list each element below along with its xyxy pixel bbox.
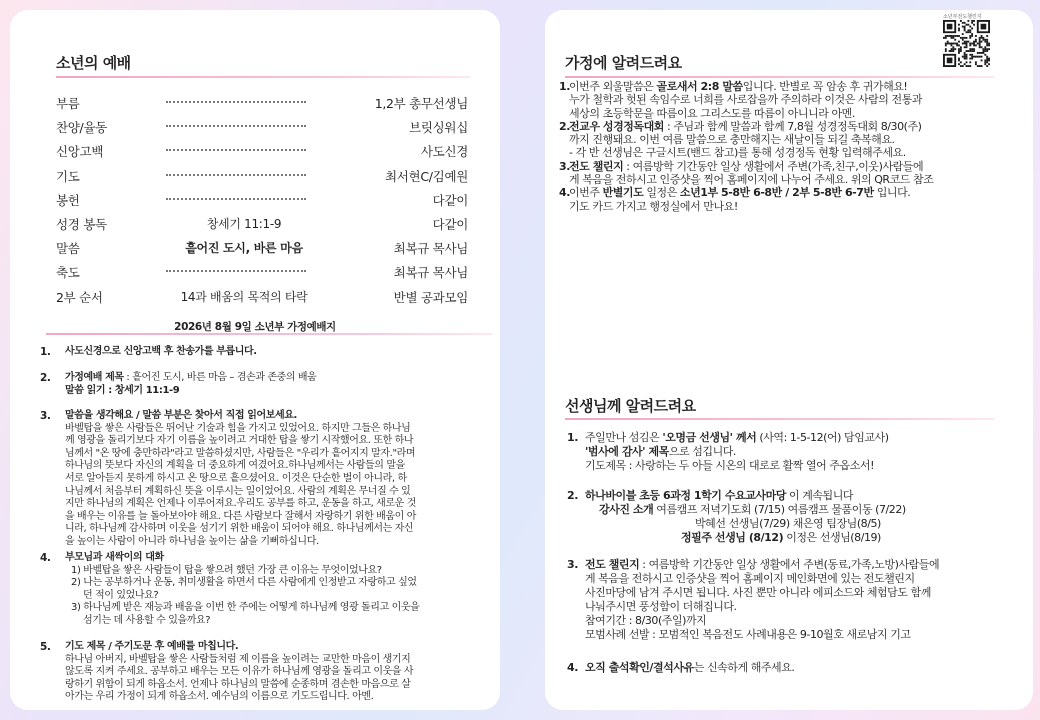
teacher-line — [585, 431, 1017, 445]
teacher-line — [585, 586, 1017, 600]
notice-number: 2. — [559, 119, 570, 133]
home-notice-title: 가정에 알려드려요 — [565, 54, 682, 72]
bulletin-underline — [46, 333, 492, 335]
notice-line: 누가 철학과 헛된 속임수로 너희를 사로잡을까 주의하라 이것은 사람의 전통과 — [569, 93, 923, 107]
notice-line: 까지 진행돼요. 이번 여름 말씀으로 충만해지는 새날이들 되길 축복해요. — [569, 133, 895, 147]
worship-step — [40, 410, 480, 549]
step-line: 던 적이 있었나요? — [83, 589, 159, 601]
step-heading-rest: : 흩어진 도시, 바른 마음 – 겸손과 존중의 배움 — [123, 372, 317, 383]
step-line: 을 높이는 사람이 아니라 하나님을 높이는 삶을 기뻐하십니다. — [65, 535, 319, 547]
order-label: 말씀 — [56, 241, 80, 257]
step-heading — [65, 346, 480, 359]
step-heading — [65, 372, 480, 385]
dotted-leader — [166, 174, 306, 176]
step-heading-bold: 부모님과 새싹이의 대화 — [65, 552, 164, 563]
worship-title: 소년의 예배 — [56, 54, 131, 72]
qr-code-icon[interactable] — [943, 20, 990, 67]
notice-number: 3. — [559, 159, 570, 173]
teacher-text: (사역: 1-5-12(어) 담임교사) — [756, 431, 889, 444]
teacher-line — [585, 600, 1017, 614]
dotted-leader — [166, 270, 306, 272]
order-label: 신앙고백 — [56, 144, 104, 160]
notice-body — [569, 80, 1019, 120]
teacher-text: 여름캠프 저녁기도회 (7/15) 여름캠프 물품이동 (7/22) — [653, 503, 906, 516]
step-heading-bold: 말씀을 생각해요 / 말씀 부분은 찾아서 직접 읽어보세요. — [65, 410, 297, 421]
teacher-number: 3. — [567, 558, 578, 571]
step-line: 아가는 우리 가정이 되게 하옵소서. 예수님의 이름으로 기도드립니다. 아멘. — [65, 691, 374, 703]
order-leader: 다같이 — [432, 192, 468, 208]
teacher-body — [585, 558, 1017, 642]
step-line: 께 영광을 돌리기보다 자기 이름을 높이려고 거대한 탑을 쌓기 시작했어요. 또한 하나 — [65, 435, 414, 447]
teacher-bold: 하나바이블 초등 6과정 1학기 수요교사마당 — [585, 489, 786, 502]
notice-line: 게 복음을 전하시고 인증샷을 찍어 홈페이지에 나누어 주세요. 위의 QR코드 참조 — [569, 173, 934, 187]
step-line: 않도록 지켜 주세요. 공부하고 배우는 모든 이유가 하나님께 영광을 돌리고 이웃을 사 — [65, 666, 414, 678]
right-panel — [545, 10, 1033, 710]
teacher-item — [567, 558, 1017, 642]
order-row — [56, 284, 468, 308]
step-line: 말씀 읽기 : 창세기 11:1-9 — [65, 384, 180, 396]
step-heading-bold: 가정예배 제목 — [65, 372, 124, 383]
home-notice-underline — [565, 76, 995, 78]
step-line: 하나님의 뜻보다 자신의 계획을 더 중요하게 여겼어요.하나님께서는 사람들의 말을 — [65, 460, 405, 472]
order-detail: 14과 배움의 목적의 타락 — [180, 289, 308, 304]
dotted-leader — [166, 198, 306, 200]
teacher-line — [585, 628, 1017, 642]
teacher-line — [585, 445, 1017, 459]
order-row — [56, 138, 468, 162]
teacher-line — [585, 459, 1017, 473]
notice-bold: 전교우 성경정독대회 — [569, 119, 664, 133]
step-number: 3. — [40, 410, 51, 422]
order-label: 기도 — [56, 168, 80, 184]
step-body — [65, 346, 480, 359]
teacher-bold: '오명금 선생님' 께서 — [662, 431, 757, 444]
notice-text: 이번주 외울말씀은 — [569, 80, 657, 93]
step-heading — [65, 552, 480, 565]
step-heading-bold: 사도신경으로 신앙고백 후 찬송가를 부릅니다. — [65, 346, 257, 357]
teacher-text: 기도제목 : 사랑하는 두 아들 시온의 대로로 활짝 열어 주옵소서! — [585, 459, 875, 472]
step-line: 바벨탑을 쌓은 사람들은 뛰어난 기술과 힘을 가지고 있었어요. 하지만 그들은 하나님 — [65, 422, 411, 434]
notice-item — [559, 80, 1019, 120]
notice-bold: 소년1부 5-8반 6-8반 / 2부 5-8반 6-7반 — [679, 186, 874, 200]
step-line: 님께서 "온 땅에 충만하라"라고 말씀하셨지만, 사람들은 "우리가 흩어지지 말자."라며 — [65, 447, 416, 459]
order-row — [56, 211, 468, 235]
left-panel — [10, 10, 500, 710]
notice-text: : 주님과 함께 말씀과 함께 7,8월 성경정독대회 8/30(주) — [663, 119, 922, 133]
dotted-leader — [166, 125, 306, 127]
qr-label: 소년부전도챌린지 — [943, 14, 982, 20]
teacher-text: 이 계속됩니다 — [785, 489, 854, 502]
notice-item — [559, 186, 1019, 213]
teacher-number: 2. — [567, 489, 578, 502]
teacher-text: 나눠주시면 풍성함이 더해집니다. — [585, 600, 737, 613]
order-row — [56, 259, 468, 283]
title-underline — [56, 76, 470, 78]
worship-order — [56, 90, 468, 308]
notice-text: 입니다. — [873, 186, 911, 200]
step-line: 3) 하나님께 받은 재능과 배움을 이번 한 주에는 어떻게 하나님께 영광 돌리고 이웃을 — [71, 602, 420, 614]
notice-body — [569, 186, 1019, 213]
worship-step — [40, 372, 480, 397]
teacher-notice-underline — [565, 418, 995, 420]
notice-number: 1. — [559, 80, 570, 93]
notice-text: 일정은 — [643, 186, 680, 200]
order-leader: 최복규 목사님 — [393, 241, 468, 257]
teacher-number: 4. — [567, 661, 578, 674]
notice-line — [569, 160, 1019, 173]
step-number: 5. — [40, 641, 51, 653]
teacher-number: 1. — [567, 431, 578, 444]
notice-body — [569, 160, 1019, 187]
teacher-notice-title: 선생님께 알려드려요 — [565, 397, 696, 415]
notice-body — [569, 120, 1019, 160]
order-label: 부름 — [56, 96, 80, 111]
step-heading-bold: 기도 제목 / 주기도문 후 예배를 마칩니다. — [65, 641, 239, 652]
notice-text: 입니다. 반별로 꼭 암송 후 귀가해요! — [742, 80, 908, 93]
order-leader: 다같이 — [432, 216, 468, 232]
order-row — [56, 163, 468, 187]
teacher-body — [585, 431, 1017, 473]
step-heading — [65, 641, 480, 654]
teacher-text: : 여름방학 기간동안 일상 생활에서 주변(동료,가족,노방)사람들에 — [639, 558, 940, 571]
order-label: 봉헌 — [56, 192, 80, 208]
notice-bold: 전도 챌린지 — [569, 159, 624, 173]
teacher-text: 참여기간 : 8/30(주일)까지 — [585, 614, 707, 627]
teacher-text: 주일만나 섬김은 — [585, 431, 663, 444]
worship-step — [40, 346, 480, 359]
notice-line — [569, 120, 1019, 133]
step-line: 1) 바벨탑을 쌓은 사람들이 탑을 쌓으려 했던 가장 큰 이유는 무엇이었나요? — [71, 564, 382, 576]
teacher-bold: 강사진 소개 — [599, 503, 654, 516]
step-line: 섬기는 데 사용할 수 있을까요? — [83, 614, 211, 626]
teacher-text: 이정은 선생님(8/19) — [783, 531, 881, 544]
order-row — [56, 114, 468, 138]
notice-line: 세상의 초등학문을 따름이요 그리스도를 따름이 아니니라 아멘. — [569, 106, 855, 120]
notice-item — [559, 160, 1019, 187]
teacher-text: 모범사례 선발 : 모범적인 복음전도 사례내용은 9-10월호 새로남지 기고 — [585, 628, 911, 641]
worship-step — [40, 552, 480, 628]
step-line: 하나님 아버지, 바벨탑을 쌓은 사람들처럼 제 이름을 높이려는 교만한 마음이 생기지 — [65, 653, 411, 665]
teacher-line — [585, 572, 1017, 586]
teacher-body — [585, 661, 1017, 675]
teacher-line — [585, 503, 1017, 517]
notice-line: - 각 반 선생님은 구글시트(밴드 참고)를 통해 성경정독 현황 입력해주세요. — [569, 146, 906, 160]
teacher-bold: 오직 출석확인/결석사유 — [585, 661, 694, 674]
order-detail: 흩어진 도시, 바른 마음 — [185, 241, 303, 256]
dotted-leader — [166, 101, 306, 103]
teacher-item — [567, 489, 1017, 545]
order-leader: 최서현C/김예원 — [385, 168, 468, 184]
teacher-text: 박혜선 선생님(7/29) 채은영 팀장님(8/5) — [695, 517, 881, 530]
order-leader: 1,2부 총무선생님 — [374, 96, 468, 111]
step-line: 지만 하나님의 계획은 언제나 이루어져요.우리도 공부를 하고, 운동을 하고, 새로운 것 — [65, 498, 416, 510]
step-heading — [65, 410, 480, 423]
order-label: 2부 순서 — [56, 289, 103, 305]
step-line: 서로 알아듣지 못하게 하시고 온 땅으로 흩으셨어요. 이것은 단순한 벌이 아니라, 하 — [65, 472, 407, 484]
step-body — [65, 372, 480, 397]
home-notice-items — [559, 80, 1019, 213]
step-body — [65, 641, 480, 704]
step-body — [65, 552, 480, 628]
step-line: 2) 나는 공부하거나 운동, 취미생활을 하면서 다른 사람에게 인정받고 자랑하고 싶었 — [71, 577, 417, 589]
teacher-line — [585, 661, 1017, 675]
notice-line — [569, 186, 1019, 199]
order-label: 축도 — [56, 265, 80, 281]
notice-line — [569, 80, 1019, 93]
order-label: 찬양/율동 — [56, 120, 108, 136]
teacher-line — [585, 531, 1017, 545]
order-label: 성경 봉독 — [56, 216, 107, 232]
step-number: 1. — [40, 346, 51, 358]
teacher-line — [585, 558, 1017, 572]
teacher-line — [585, 517, 1017, 531]
teacher-text: 사진마당에 남겨 주시면 됩니다. 사진 뿐만 아니라 에피소드와 체험담도 함께 — [585, 586, 931, 599]
order-leader: 반별 공과모임 — [393, 289, 468, 305]
step-line: 랑하기 위함이 되게 하옵소서. 언제나 하나님의 말씀에 순종하며 겸손한 마음으로 살 — [65, 678, 411, 690]
dotted-leader — [166, 149, 306, 151]
step-line: 을 배우는 이유를 늘 돌아보아야 해요. 다른 사람보다 잘해서 자랑하기 위한 배움이 아 — [65, 510, 416, 522]
teacher-item — [567, 661, 1017, 675]
teacher-line — [585, 489, 1017, 503]
step-line: 나님께서 처음부터 계획하신 뜻을 이루시는 일이었어요. 사람의 계획은 무너질 수 있 — [65, 485, 411, 497]
step-number: 4. — [40, 552, 51, 564]
notice-item — [559, 120, 1019, 160]
order-row — [56, 90, 468, 114]
order-row — [56, 187, 468, 211]
teacher-bold: '범사에 감사' 제목 — [585, 445, 669, 458]
teacher-line — [585, 614, 1017, 628]
teacher-bold: 전도 챌린지 — [585, 558, 640, 571]
notice-text: : 여름방학 기간동안 일상 생활에서 주변(가족,친구,이웃)사람들에 — [623, 159, 924, 173]
step-body — [65, 410, 480, 549]
order-row — [56, 235, 468, 259]
teacher-text: 으로 섬깁니다. — [668, 445, 736, 458]
bulletin-title: 2026년 8월 9일 소년부 가정예배지 — [174, 321, 336, 333]
teacher-text: 는 신속하게 해주세요. — [693, 661, 795, 674]
notice-bold: 반별기도 — [602, 186, 644, 200]
order-leader: 사도신경 — [420, 144, 468, 160]
step-line: 니라, 하나님께 감사하며 이웃을 섬기기 위한 배움이 되어야 해요. 하나님께서는 자신 — [65, 523, 414, 535]
notice-bold: 골로새서 2:8 말씀 — [656, 80, 743, 93]
notice-text: 이번주 — [569, 186, 603, 200]
order-leader: 최복규 목사님 — [393, 265, 468, 281]
teacher-item — [567, 431, 1017, 473]
notice-line: 기도 카드 가지고 행정실에서 만나요! — [569, 199, 738, 213]
notice-number: 4. — [559, 186, 570, 200]
teacher-body — [585, 489, 1017, 545]
teacher-bold: 정필주 선생님 (8/12) — [681, 531, 784, 544]
order-detail: 창세기 11:1-9 — [206, 216, 282, 231]
step-number: 2. — [40, 372, 51, 384]
worship-step — [40, 641, 480, 704]
order-leader: 브릿싱워십 — [409, 120, 468, 136]
teacher-text: 게 복음을 전하시고 인증샷을 찍어 홈페이지 메인화면에 있는 전도챌린지 — [585, 572, 915, 585]
